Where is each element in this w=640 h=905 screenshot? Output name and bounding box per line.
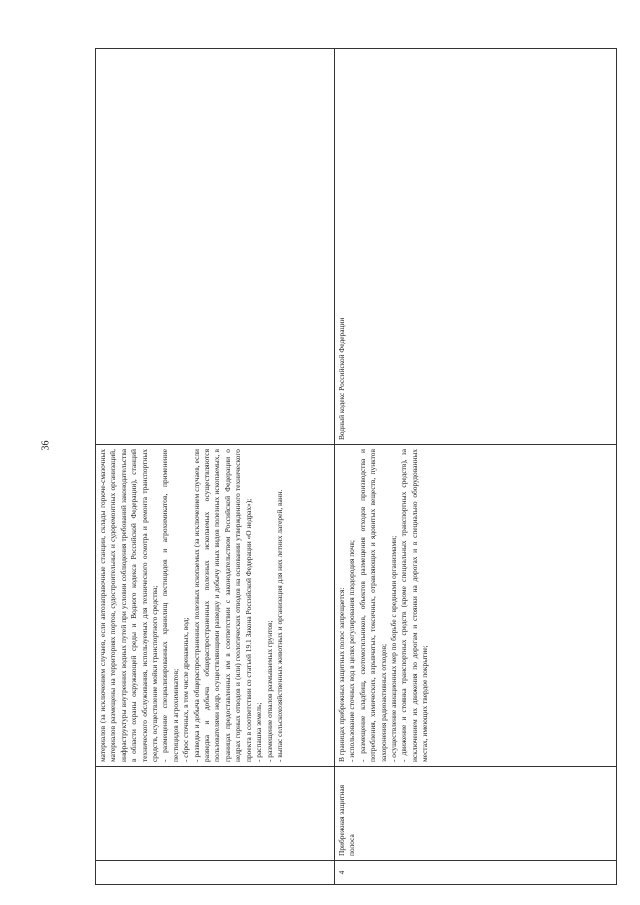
restriction-paragraph: - выпас сельскохозяйственных животных и организация для них летних лагерей, ванн. [274, 489, 284, 762]
restriction-paragraph: - размещение отвалов размываемых грунтов; [264, 620, 274, 762]
table-row [96, 49, 335, 885]
restriction-paragraph: - распашка земель; [254, 702, 264, 762]
restriction-paragraph: - разведка и добыча общераспространенных полезных ископаемых (за исключением случаев, если разведка и добыча общераспространенных полезных ископаемых осуществляются пользователями недр, осуществляющими разведку и добычу иных видов полезных ископаемых, в границах предоставленных им в соответствии с законодательством Российской Федерации о недрах горных отводов и (или) геологических отводов на основании утвержденного технического проекта в соответствии со статьей 19.1 Закона Российской Федерации «О недрах»); [191, 449, 253, 762]
restriction-paragraph: - размещение специализированных хранилищ пестицидов и агрохимикатов, применение пестицидов и агрохимикатов; [160, 449, 180, 762]
rotated-page-content [95, 49, 614, 885]
restriction-paragraph: материалов (за исключением случаев, если автозаправочные станции, склады горюче-смазочных материалов размещены на территориях портов, судостроительных и судоремонтных организаций, инфраструктуры внутренних водных путей при условии соблюдения требований законодательства в области охраны окружающей среды и Водного кодекса Российской Федерации), станций технического обслуживания, используемых для технического осмотра и ремонта транспортных средств, осуществление мойки транспортного средства; [98, 449, 160, 762]
table-row [335, 49, 617, 885]
page-number: 36 [40, 440, 52, 451]
row-number-cell: 4 [335, 861, 617, 885]
restriction-paragraph: - использование сточных вод в целях регулирования плодородия почв; [347, 540, 357, 762]
zone-name-cell [96, 767, 335, 861]
row-number-cell [96, 861, 335, 885]
restrictions-cell [96, 445, 335, 767]
zone-name-cell: Прибрежная защитная полоса [335, 767, 617, 861]
restriction-paragraph: - движение и стоянка транспортных средств (кроме специальных транспортных средств), за исключением их движения по дорогам и стоянки на дорогах и в специально оборудованных местах, имеющих твердое покрытие; [399, 449, 430, 762]
legal-basis-cell: Водный кодекс Российской Федерации [335, 49, 617, 445]
restriction-paragraph: - сброс сточных, в том числе дренажных, вод; [181, 617, 191, 762]
restrictions-cell [335, 445, 617, 767]
restriction-paragraph: - размещение кладбищ, скотомогильников, объектов размещения отходов производства и потребления, химических, взрывчатых, токсичных, отравляющих и ядовитых веществ, пунктов захоронения радиоактивных отходов; [357, 449, 388, 762]
regulation-table [95, 48, 617, 885]
restriction-paragraph: - осуществление авиационных мер по борьбе с вредными организмами; [389, 535, 399, 762]
legal-basis-cell [96, 49, 335, 445]
restriction-paragraph: В границах прибрежных защитных полос запрещается: [337, 587, 346, 762]
